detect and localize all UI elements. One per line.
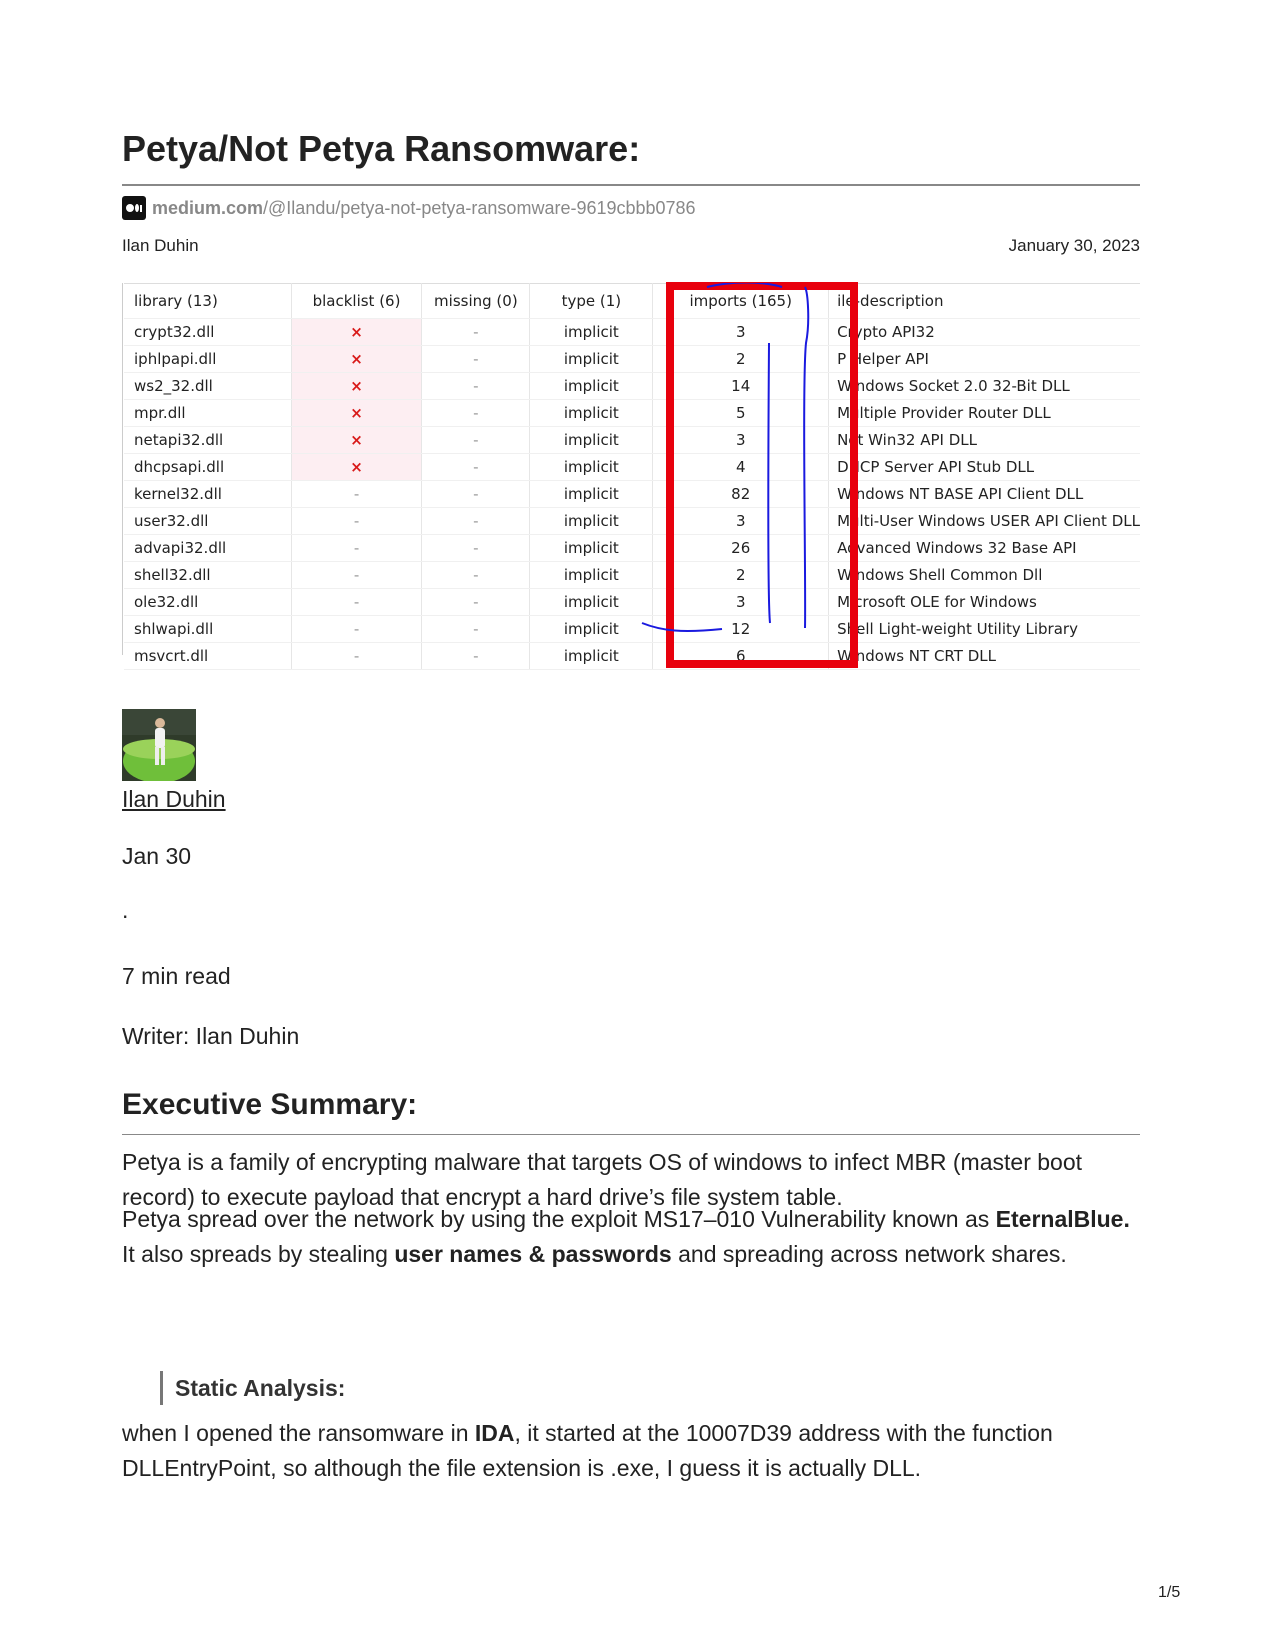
medium-logo-icon bbox=[122, 196, 146, 220]
cell-blacklist: - bbox=[291, 535, 422, 562]
static-analysis-paragraph: when I opened the ransomware in IDA, it started at the 10007D39 address with the function DLLEntryPoint, so although the file extension is .exe, I guess it is actually DLL. bbox=[122, 1420, 1053, 1481]
meta-date: January 30, 2023 bbox=[1008, 236, 1140, 255]
cell-missing: - bbox=[422, 346, 530, 373]
title-divider bbox=[122, 184, 1140, 186]
cell-imports: 14 bbox=[653, 373, 829, 400]
source-path: /@Ilandu/petya-not-petya-ransomware-9619cbbb0786 bbox=[263, 197, 696, 218]
cell-blacklist: × bbox=[291, 319, 422, 346]
cell-imports: 5 bbox=[653, 400, 829, 427]
byline-date: Jan 30 bbox=[122, 843, 192, 869]
author-avatar[interactable] bbox=[122, 709, 196, 781]
cell-type: implicit bbox=[530, 508, 653, 535]
cell-type: implicit bbox=[530, 589, 653, 616]
writer-line: Writer: Ilan Duhin bbox=[122, 1023, 300, 1049]
cell-blacklist: - bbox=[291, 643, 422, 670]
cell-missing: - bbox=[422, 535, 530, 562]
cell-description: DHCP Server API Stub DLL bbox=[829, 454, 1140, 481]
header-blacklist: blacklist (6) bbox=[291, 284, 422, 319]
header-imports: imports (165) bbox=[653, 284, 829, 319]
cell-imports: 3 bbox=[653, 589, 829, 616]
cell-missing: - bbox=[422, 481, 530, 508]
cell-imports: 12 bbox=[653, 616, 829, 643]
cell-missing: - bbox=[422, 427, 530, 454]
cell-description: Windows NT CRT DLL bbox=[829, 643, 1140, 670]
cell-description: Multiple Provider Router DLL bbox=[829, 400, 1140, 427]
imports-table-screenshot bbox=[122, 283, 1140, 673]
cell-library: netapi32.dll bbox=[124, 427, 291, 454]
cell-description: Microsoft OLE for Windows bbox=[829, 589, 1140, 616]
cell-imports: 82 bbox=[653, 481, 829, 508]
header-library: library (13) bbox=[124, 284, 291, 319]
cell-type: implicit bbox=[530, 427, 653, 454]
cell-library: kernel32.dll bbox=[124, 481, 291, 508]
cell-type: implicit bbox=[530, 319, 653, 346]
cell-missing: - bbox=[422, 400, 530, 427]
cell-type: implicit bbox=[530, 616, 653, 643]
cell-library: shlwapi.dll bbox=[124, 616, 291, 643]
pen-annotation bbox=[122, 283, 1140, 673]
cell-imports: 2 bbox=[653, 562, 829, 589]
credentials-term: user names & passwords bbox=[394, 1240, 672, 1267]
cell-blacklist: - bbox=[291, 508, 422, 535]
cell-blacklist: × bbox=[291, 400, 422, 427]
cell-imports: 2 bbox=[653, 346, 829, 373]
eternalblue-term: EternalBlue. bbox=[995, 1206, 1130, 1232]
cell-library: dhcpsapi.dll bbox=[124, 454, 291, 481]
cell-description: Advanced Windows 32 Base API bbox=[829, 535, 1140, 562]
article-title: Petya/Not Petya Ransomware: bbox=[122, 128, 641, 169]
cell-missing: - bbox=[422, 508, 530, 535]
cell-type: implicit bbox=[530, 373, 653, 400]
cell-missing: - bbox=[422, 589, 530, 616]
cell-library: user32.dll bbox=[124, 508, 291, 535]
byline-separator: . bbox=[122, 897, 129, 923]
cell-imports: 3 bbox=[653, 508, 829, 535]
pen-stroke-bottom bbox=[642, 623, 722, 631]
cell-blacklist: × bbox=[291, 373, 422, 400]
read-time: 7 min read bbox=[122, 963, 231, 989]
cell-imports: 26 bbox=[653, 535, 829, 562]
cell-missing: - bbox=[422, 373, 530, 400]
cell-blacklist: × bbox=[291, 454, 422, 481]
cell-blacklist: - bbox=[291, 562, 422, 589]
summary-paragraph-1: Petya is a family of encrypting malware that targets OS of windows to infect MBR (master boot record) to execute payload that encrypt a hard drive’s file system table. bbox=[122, 1149, 1083, 1210]
cell-library: shell32.dll bbox=[124, 562, 291, 589]
cell-type: implicit bbox=[530, 400, 653, 427]
cell-description: P Helper API bbox=[829, 346, 1140, 373]
cell-missing: - bbox=[422, 454, 530, 481]
pen-stroke-left bbox=[768, 343, 770, 623]
cell-imports: 6 bbox=[653, 643, 829, 670]
cell-imports: 4 bbox=[653, 454, 829, 481]
cell-description: Windows Socket 2.0 32-Bit DLL bbox=[829, 373, 1140, 400]
cell-type: implicit bbox=[530, 562, 653, 589]
author-link[interactable]: Ilan Duhin bbox=[122, 786, 226, 812]
cell-type: implicit bbox=[530, 481, 653, 508]
cell-description: Shell Light-weight Utility Library bbox=[829, 616, 1140, 643]
cell-library: ole32.dll bbox=[124, 589, 291, 616]
cell-missing: - bbox=[422, 643, 530, 670]
source-domain: medium.com bbox=[152, 197, 264, 218]
cell-library: advapi32.dll bbox=[124, 535, 291, 562]
cell-library: iphlpapi.dll bbox=[124, 346, 291, 373]
section-divider bbox=[122, 1134, 1140, 1135]
cell-description: Multi-User Windows USER API Client DLL bbox=[829, 508, 1140, 535]
cell-library: ws2_32.dll bbox=[124, 373, 291, 400]
header-description: ile-description bbox=[829, 284, 1140, 319]
cell-imports: 3 bbox=[653, 319, 829, 346]
cell-imports: 3 bbox=[653, 427, 829, 454]
cell-blacklist: - bbox=[291, 481, 422, 508]
cell-missing: - bbox=[422, 616, 530, 643]
cell-blacklist: - bbox=[291, 616, 422, 643]
pen-stroke-top bbox=[707, 283, 782, 287]
source-link[interactable] bbox=[122, 196, 696, 220]
cell-description: Windows NT BASE API Client DLL bbox=[829, 481, 1140, 508]
cell-type: implicit bbox=[530, 535, 653, 562]
cell-library: crypt32.dll bbox=[124, 319, 291, 346]
summary-paragraph-2: Petya spread over the network by using the exploit MS17–010 Vulnerability known as EternalBlue. It also spreads by stealing user names & passwords and spreading across network shares. bbox=[122, 1206, 1130, 1267]
header-missing: missing (0) bbox=[422, 284, 530, 319]
header-type: type (1) bbox=[530, 284, 653, 319]
cell-blacklist: × bbox=[291, 346, 422, 373]
cell-library: msvcrt.dll bbox=[124, 643, 291, 670]
static-analysis-heading: Static Analysis: bbox=[160, 1371, 345, 1405]
cell-description: Crypto API32 bbox=[829, 319, 1140, 346]
cell-description: Windows Shell Common Dll bbox=[829, 562, 1140, 589]
cell-type: implicit bbox=[530, 643, 653, 670]
cell-description: Net Win32 API DLL bbox=[829, 427, 1140, 454]
executive-summary-heading: Executive Summary: bbox=[122, 1088, 418, 1121]
cell-missing: - bbox=[422, 319, 530, 346]
cell-missing: - bbox=[422, 562, 530, 589]
cell-type: implicit bbox=[530, 346, 653, 373]
cell-type: implicit bbox=[530, 454, 653, 481]
pen-stroke-right bbox=[804, 287, 808, 628]
cell-library: mpr.dll bbox=[124, 400, 291, 427]
cell-blacklist: × bbox=[291, 427, 422, 454]
meta-author: Ilan Duhin bbox=[122, 236, 199, 255]
page-number: 1/5 bbox=[1158, 1584, 1181, 1601]
cell-blacklist: - bbox=[291, 589, 422, 616]
ida-term: IDA bbox=[474, 1420, 515, 1446]
